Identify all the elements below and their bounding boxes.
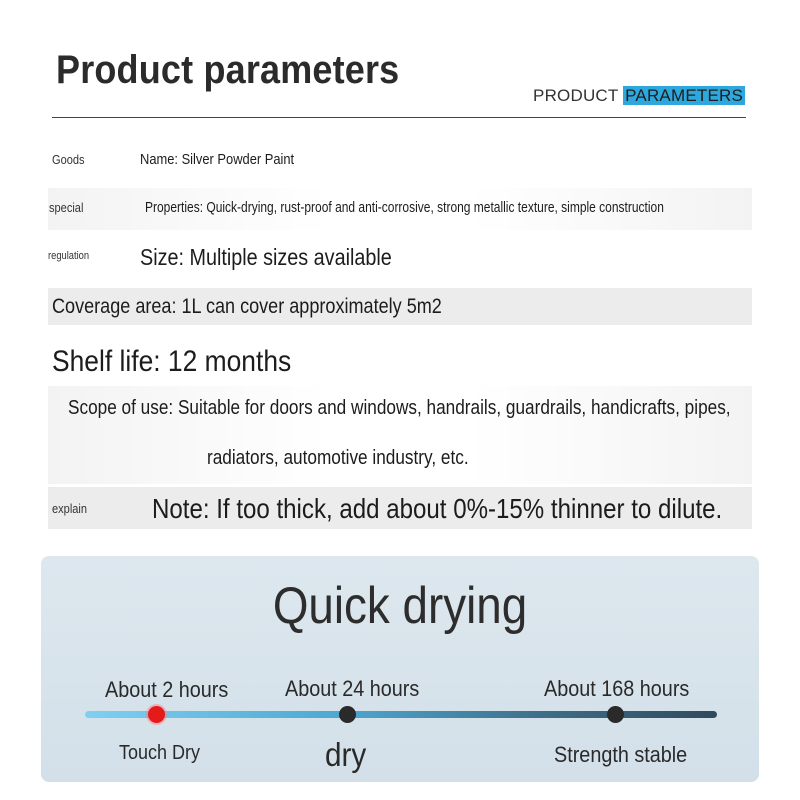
param-value: Size: Multiple sizes available xyxy=(140,244,392,270)
drying-timeline xyxy=(85,711,717,718)
milestone-time: About 2 hours xyxy=(105,677,229,702)
page-subtitle xyxy=(533,86,745,106)
milestone-stage: dry xyxy=(325,736,367,773)
param-value: Scope of use: Suitable for doors and windows, handrails, guardrails, handicrafts, pipes, xyxy=(68,397,731,419)
param-label: regulation xyxy=(48,250,90,262)
header-divider xyxy=(52,117,746,118)
dry-marker xyxy=(339,706,356,723)
param-label: explain xyxy=(52,501,88,516)
milestone-time: About 24 hours xyxy=(285,676,420,701)
param-value: Properties: Quick-drying, rust-proof and anti-corrosive, strong metallic texture, simple construction xyxy=(145,199,664,216)
strength-stable-marker xyxy=(607,706,624,723)
subtitle-highlight: PARAMETERS xyxy=(625,86,743,105)
page-title: Product parameters xyxy=(56,48,400,92)
param-value: Note: If too thick, add about 0%-15% thinner to dilute. xyxy=(152,493,723,524)
milestone-stage: Touch Dry xyxy=(119,742,201,764)
milestone-time: About 168 hours xyxy=(544,676,690,701)
param-label: Goods xyxy=(52,152,85,167)
param-row-scope xyxy=(48,386,752,484)
param-row-explain xyxy=(48,487,752,529)
drying-panel xyxy=(41,556,759,782)
param-row-special xyxy=(48,188,752,230)
param-row-goods xyxy=(48,140,752,182)
param-value: Coverage area: 1L can cover approximately 5m2 xyxy=(52,295,442,318)
subtitle-plain: PRODUCT xyxy=(533,86,619,105)
milestone-stage: Strength stable xyxy=(554,742,688,767)
drying-title: Quick drying xyxy=(272,577,528,635)
param-row-shelf-life xyxy=(48,341,752,383)
param-value: Name: Silver Powder Paint xyxy=(140,151,295,168)
param-row-coverage xyxy=(48,288,752,325)
param-value: Shelf life: 12 months xyxy=(52,345,292,378)
param-label: special xyxy=(49,200,84,215)
touch-dry-marker xyxy=(148,706,165,723)
param-value-line2: radiators, automotive industry, etc. xyxy=(207,447,469,469)
param-row-regulation xyxy=(48,236,752,280)
